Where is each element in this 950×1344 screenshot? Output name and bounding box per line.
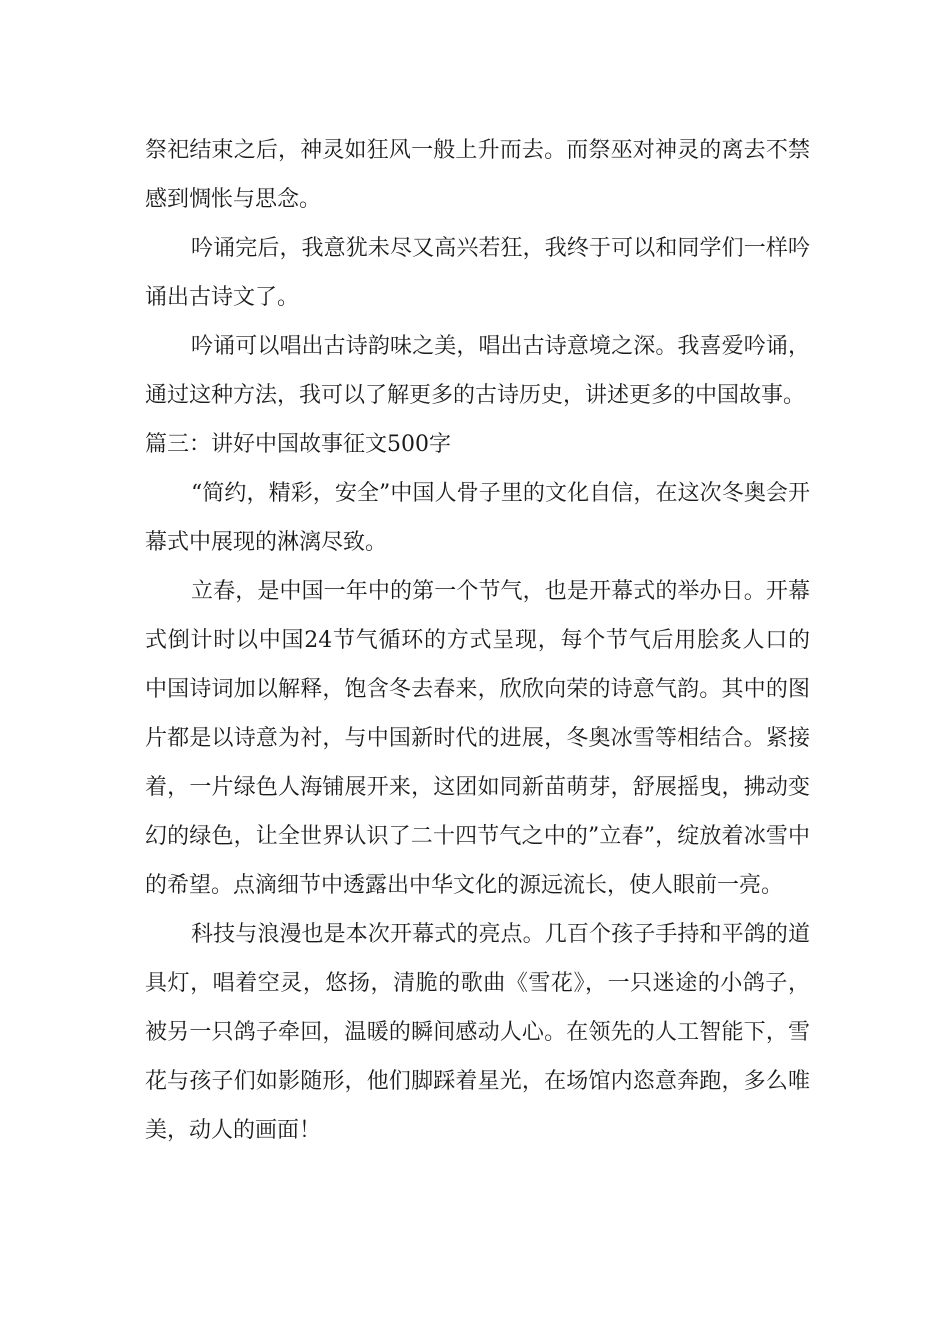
paragraph-tech-and-romance: 科技与浪漫也是本次开幕式的亮点。几百个孩子手持和平鸽的道具灯，唱着空灵，悠扬，清脆的歌曲《雪花》，一只迷途的小鸽子，被另一只鸽子牵回，温暖的瞬间感动人心。在领先的人工智能下，雪花与孩子们如影随形，他们脚踩着星光，在场馆内恣意奔跑，多么唯美，动人的画面！ [145, 922, 810, 1143]
paragraph-ritual-ending: 祭祀结束之后，神灵如狂风一般上升而去。而祭巫对神灵的离去不禁感到惆怅与思念。 [145, 138, 810, 212]
paragraph-recitation-finished: 吟诵完后，我意犹未尽又高兴若狂，我终于可以和同学们一样吟诵出古诗文了。 [145, 236, 810, 310]
paragraph-start-of-spring: 立春，是中国一年中的第一个节气，也是开幕式的举办日。开幕式倒计时以中国24节气循环的方式呈现，每个节气后用脍炙人口的中国诗词加以解释，饱含冬去春来，欣欣向荣的诗意气韵。其中的图片都是以诗意为衬，与中国新时代的进展，冬奥冰雪等相结合。紧接着，一片绿色人海铺展开来，这团如同新苗萌芽，舒展摇曳，拂动变幻的绿色，让全世界认识了二十四节气之中的”立春”，绽放着冰雪中的希望。点滴细节中透露出中华文化的源远流长，使人眼前一亮。 [145, 579, 810, 898]
section-heading: 篇三：讲好中国故事征文500字 [145, 432, 451, 457]
paragraph-winter-olympics-intro: “简约，精彩，安全”中国人骨子里的文化自信，在这次冬奥会开幕式中展现的淋漓尽致。 [145, 481, 810, 555]
paragraph-recitation-beauty: 吟诵可以唱出古诗韵味之美，唱出古诗意境之深。我喜爱吟诵，通过这种方法，我可以了解更多的古诗历史，讲述更多的中国故事。 [145, 334, 810, 408]
document-body [145, 126, 810, 1155]
